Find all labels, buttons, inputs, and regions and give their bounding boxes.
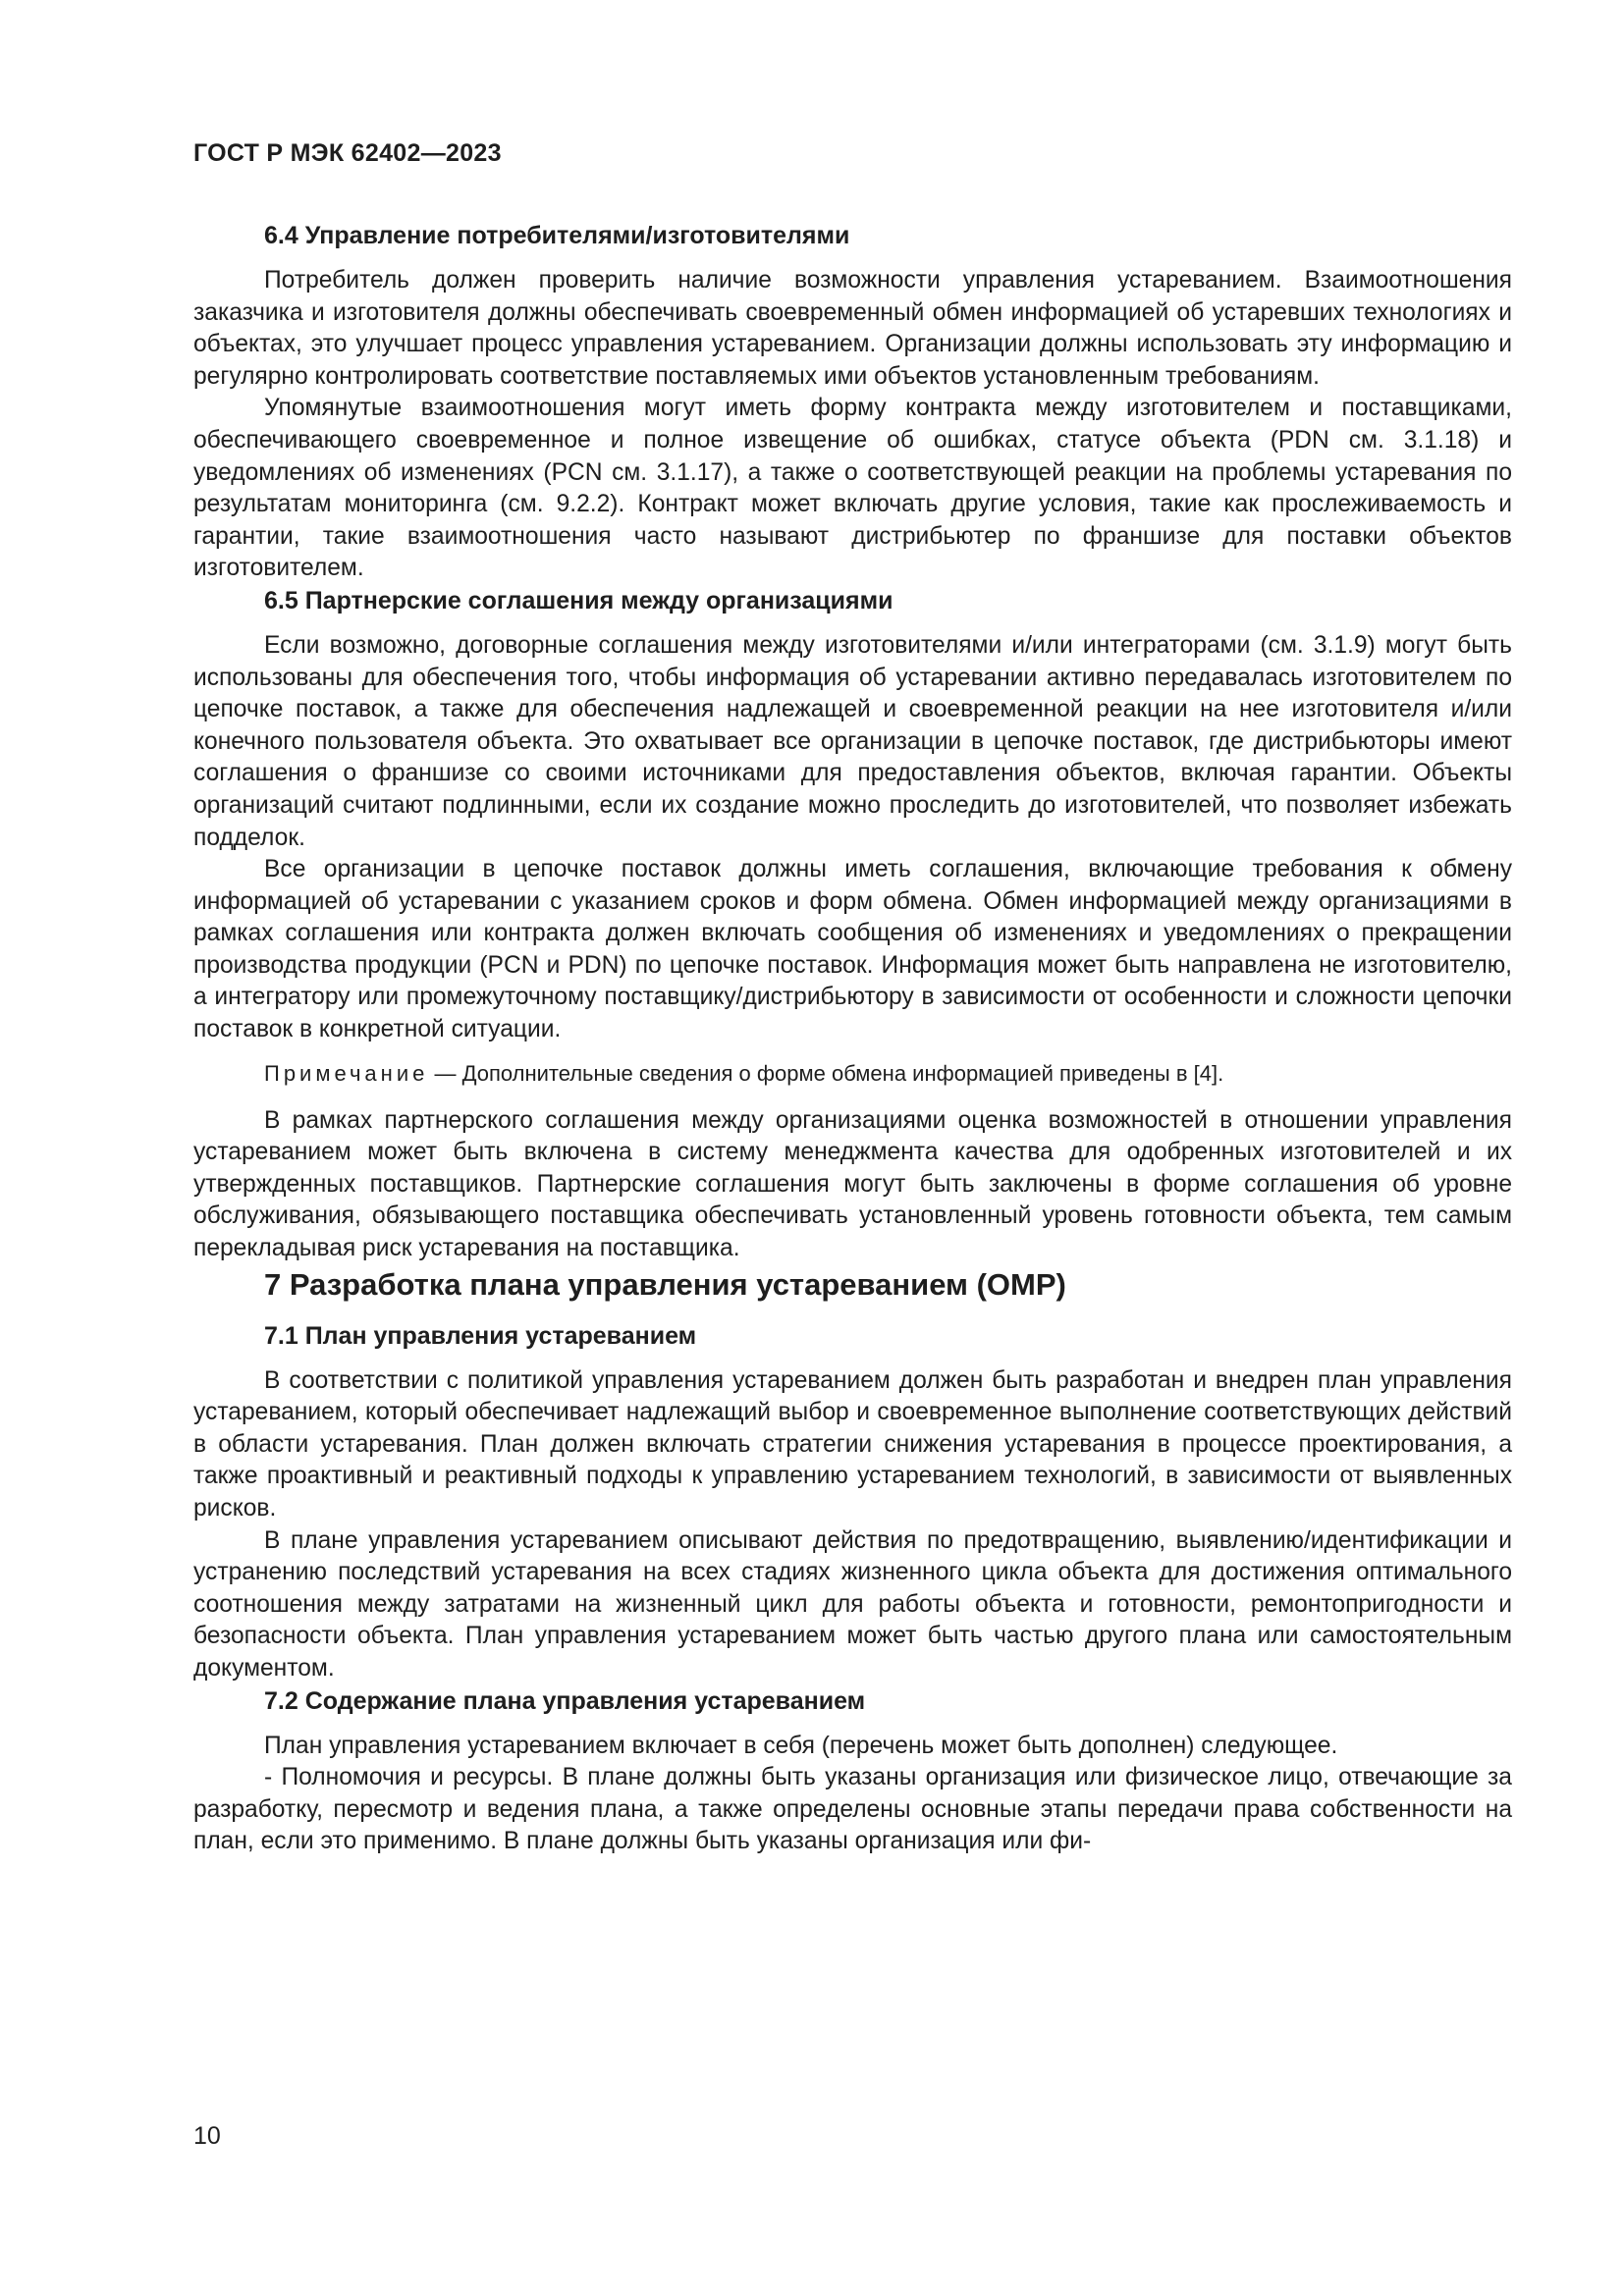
paragraph: - Полномочия и ресурсы. В плане должны быть указаны организация или физическое лицо, отвечающие за разработку, пересмотр и ведения плана, а также определены основные этапы передачи права собственности на план, если это применимо. В плане должны быть указаны организация или фи- [193,1764,1512,1855]
heading-7-2: 7.2 Содержание плана управления устареванием [264,1686,866,1715]
paragraph: В соответствии с политикой управления устареванием должен быть разработан и внедрен план управления устареванием, который обеспечивает надлежащий выбор и своевременное выполнение соответствующих действий в области устаревания. План должен включать стратегии снижения устаревания в процессе проектирования, а также проактивный и реактивный подходы к управлению устареванием технологий, в зависимости от выявленных рисков. [193,1366,1512,1522]
heading-6-4: 6.4 Управление потребителями/изготовителями [264,222,850,249]
document-standard-id: ГОСТ Р МЭК 62402—2023 [193,139,502,167]
note [193,1058,1512,1090]
note-text: — Дополнительные сведения о форме обмена информацией приведены в [4]. [428,1060,1224,1086]
paragraph: В плане управления устареванием описывают действия по предотвращению, выявлению/идентификации и устранению последствий устаревания на всех стадиях жизненного цикла объекта для достижения оптимального соотношения между затратами на жизненный цикл для работы объекта и готовности, ремонтопригодности и безопасности объекта. План управления устареванием может быть частью другого плана или самостоятельным документом. [193,1526,1512,1682]
paragraph: В рамках партнерского соглашения между организациями оценка возможностей в отношении управления устареванием может быть включена в систему менеджмента качества для одобренных изготовителей и их утвержденных поставщиков. Партнерские соглашения могут быть заключены в форме соглашения об уровне обслуживания, обязывающего поставщика обеспечивать установленный уровень готовности объекта, тем самым перекладывая риск устаревания на поставщика. [193,1106,1512,1262]
paragraph: Все организации в цепочке поставок должны иметь соглашения, включающие требования к обмену информацией об устаревании с указанием сроков и форм обмена. Обмен информацией между организациями в рамках соглашения или контракта должен включать сообщения об изменениях и уведомлениях о прекращении производства продукции (PCN и PDN) по цепочке поставок. Информация может быть направлена не изготовителю, а интегратору или промежуточному поставщику/дистрибьютору в зависимости от особенности и сложности цепочки поставок в конкретной ситуации. [193,856,1512,1043]
paragraph: Если возможно, договорные соглашения между изготовителями и/или интеграторами (см. 3.1.9) могут быть использованы для обеспечения того, чтобы информация об устаревании активно передавалась изготовителем по цепочке поставок, а также для обеспечения надлежащей и своевременной реакции на нее изготовителя и/или конечного пользователя объекта. Это охватывает все организации в цепочке поставок, где дистрибьюторы имеют соглашения о франшизе со своими источниками для предоставления объектов, включая гарантии. Объекты организаций считают подлинными, если их создание можно проследить до изготовителей, что позволяет избежать подделок. [193,631,1512,851]
document-page [193,137,1512,1858]
heading-section-7: 7 Разработка плана управления устареванием (OMP) [264,1266,1066,1302]
paragraph: План управления устареванием включает в себя (перечень может быть дополнен) следующее. [264,1732,1338,1759]
paragraph: Потребитель должен проверить наличие возможности управления устареванием. Взаимоотношения заказчика и изготовителя должны обеспечивать своевременный обмен информацией об устаревших технологиях и объектах, это улучшает процесс управления устареванием. Организации должны использовать эту информацию и регулярно контролировать соответствие поставляемых ими объектов установленным требованиям. [193,267,1512,390]
note-label: Примечание [264,1060,429,1086]
paragraph: Упомянутые взаимоотношения могут иметь форму контракта между изготовителем и поставщиками, обеспечивающего своевременное и полное извещение об ошибках, статусе объекта (PDN см. 3.1.18) и уведомлениях об изменениях (PCN см. 3.1.17), а также о соответствующей реакции на проблемы устаревания по результатам мониторинга (см. 9.2.2). Контракт может включать другие условия, такие как прослеживаемость и гарантии, такие взаимоотношения часто называют дистрибьютер по франшизе для поставки объектов изготовителем. [193,395,1512,582]
heading-6-5: 6.5 Партнерские соглашения между организациями [264,586,893,614]
page-number: 10 [193,2122,221,2150]
heading-7-1: 7.1 План управления устареванием [264,1321,697,1350]
